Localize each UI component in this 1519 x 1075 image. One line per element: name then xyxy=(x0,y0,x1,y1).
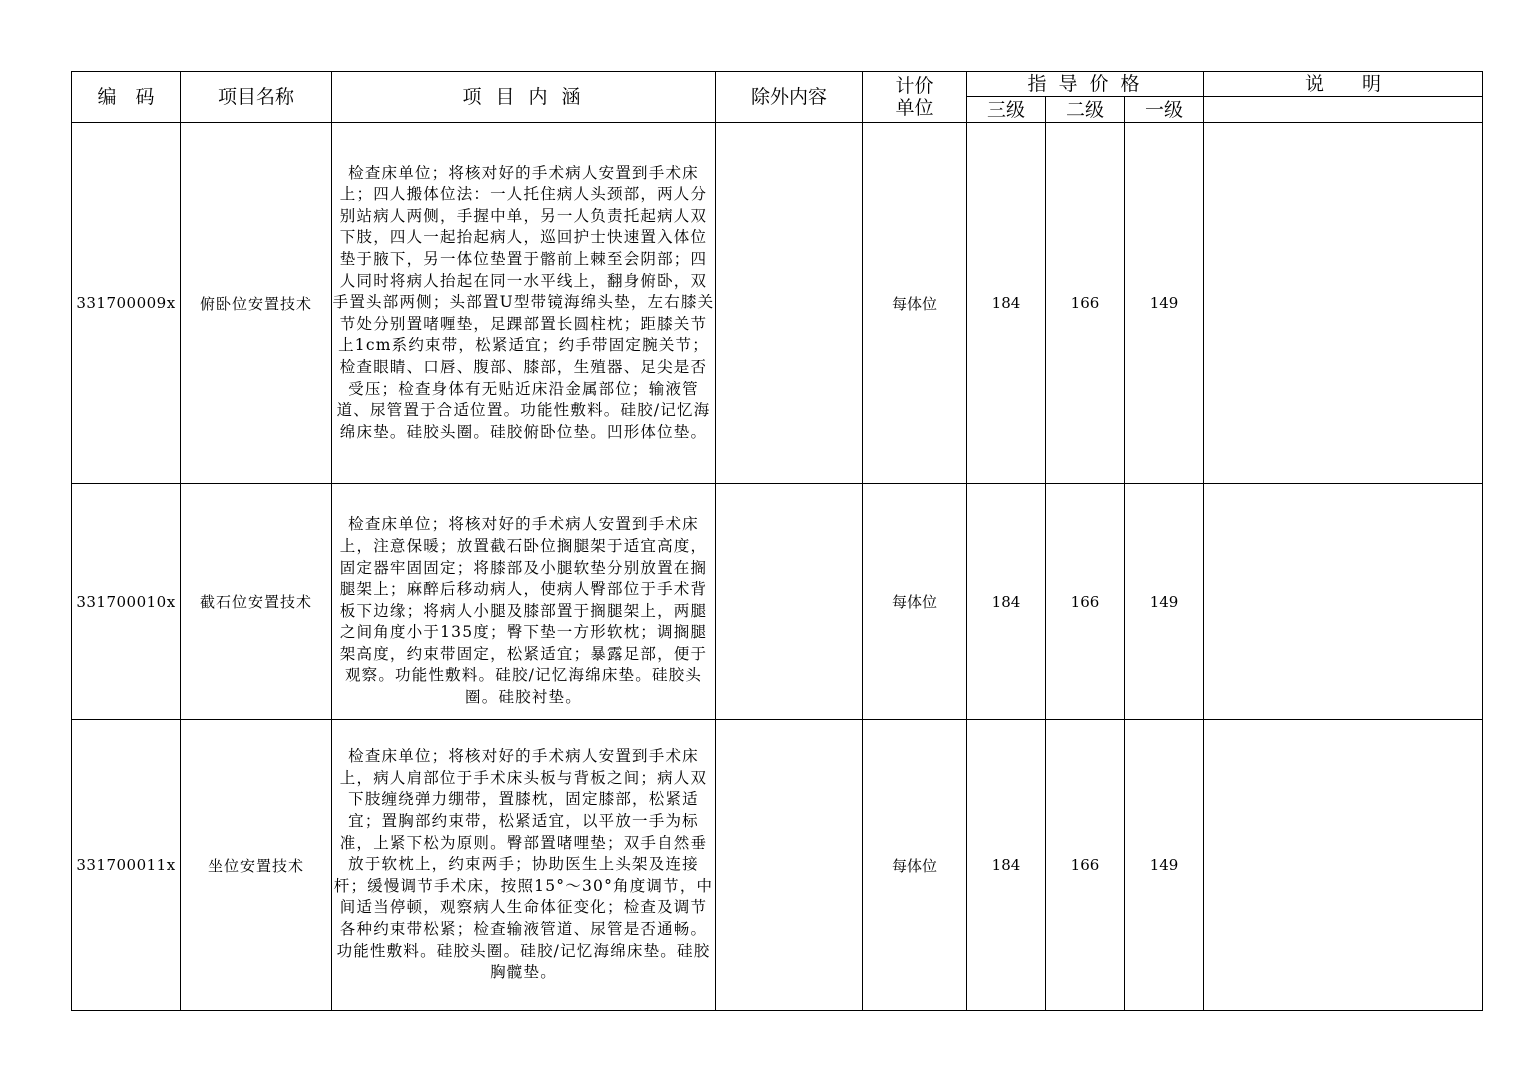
row-code: 331700009x xyxy=(72,123,181,484)
row-unit: 每体位 xyxy=(863,484,967,720)
row-content: 检查床单位；将核对好的手术病人安置到手术床上，注意保暖；放置截石卧位搁腿架于适宜高度，固定器牢固固定；将膝部及小腿软垫分别放置在搁腿架上；麻醉后移动病人，使病人臀部位于手术背板下边缘；将病人小腿及膝部置于搁腿架上，两腿之间角度小于135度；臀下垫一方形软枕；调搁腿架高度，约束带固定，松紧适宜；暴露足部，便于观察。功能性敷料。硅胶/记忆海绵床垫。硅胶头圈。硅胶衬垫。 xyxy=(332,484,716,720)
row-unit: 每体位 xyxy=(863,720,967,1011)
table-row xyxy=(72,123,1483,484)
header-note: 说 明 xyxy=(1204,72,1483,97)
row-name: 坐位安置技术 xyxy=(181,720,332,1011)
table-body xyxy=(72,123,1483,1011)
row-level2: 166 xyxy=(1046,123,1125,484)
table-header xyxy=(72,72,1483,123)
row-code: 331700010x xyxy=(72,484,181,720)
table-row xyxy=(72,720,1483,1011)
row-level1: 149 xyxy=(1125,484,1204,720)
header-exclusions: 除外内容 xyxy=(716,72,863,123)
header-content: 项 目 内 涵 xyxy=(332,72,716,123)
row-exclusions xyxy=(716,720,863,1011)
row-level2: 166 xyxy=(1046,484,1125,720)
row-content: 检查床单位；将核对好的手术病人安置到手术床上；四人搬体位法：一人托住病人头颈部，两人分别站病人两侧，手握中单，另一人负责托起病人双下肢，四人一起抬起病人，巡回护士快速置入体位垫于腋下，另一体位垫置于髂前上棘至会阴部；四人同时将病人抬起在同一水平线上，翻身俯卧，双手置头部两侧；头部置U型带镜海绵头垫，左右膝关节处分别置啫喱垫，足踝部置长圆柱枕；距膝关节上1cm系约束带，松紧适宜；约手带固定腕关节；检查眼睛、口唇、腹部、膝部，生殖器、足尖是否受压；检查身体有无贴近床沿金属部位；输液管道、尿管置于合适位置。功能性敷料。硅胶/记忆海绵床垫。硅胶头圈。硅胶俯卧位垫。凹形体位垫。 xyxy=(332,123,716,484)
row-level3: 184 xyxy=(967,123,1046,484)
row-exclusions xyxy=(716,123,863,484)
row-content: 检查床单位；将核对好的手术病人安置到手术床上，病人肩部位于手术床头板与背板之间；病人双下肢缠绕弹力绷带，置膝枕，固定膝部，松紧适宜；置胸部约束带，松紧适宜，以平放一手为标准，上紧下松为原则。臀部置啫哩垫；双手自然垂放于软枕上，约束两手；协助医生上头架及连接杆；缓慢调节手术床，按照15°～30°角度调节，中间适当停顿，观察病人生命体征变化；检查及调节各种约束带松紧；检查输液管道、尿管是否通畅。功能性敷料。硅胶头圈。硅胶/记忆海绵床垫。硅胶胸髋垫。 xyxy=(332,720,716,1011)
row-unit: 每体位 xyxy=(863,123,967,484)
header-level1: 一级 xyxy=(1125,97,1204,123)
row-name: 俯卧位安置技术 xyxy=(181,123,332,484)
row-note xyxy=(1204,720,1483,1011)
header-unit: 计价 单位 xyxy=(863,72,967,123)
row-level3: 184 xyxy=(967,720,1046,1011)
header-note-empty xyxy=(1204,97,1483,123)
header-level3: 三级 xyxy=(967,97,1046,123)
row-code: 331700011x xyxy=(72,720,181,1011)
header-name: 项目名称 xyxy=(181,72,332,123)
row-level1: 149 xyxy=(1125,720,1204,1011)
row-level1: 149 xyxy=(1125,123,1204,484)
row-name: 截石位安置技术 xyxy=(181,484,332,720)
price-table xyxy=(71,71,1483,1011)
row-level3: 184 xyxy=(967,484,1046,720)
header-level2: 二级 xyxy=(1046,97,1125,123)
row-note xyxy=(1204,484,1483,720)
row-level2: 166 xyxy=(1046,720,1125,1011)
header-price-group: 指 导 价 格 xyxy=(967,72,1204,97)
row-note xyxy=(1204,123,1483,484)
row-exclusions xyxy=(716,484,863,720)
table-row xyxy=(72,484,1483,720)
header-code: 编 码 xyxy=(72,72,181,123)
